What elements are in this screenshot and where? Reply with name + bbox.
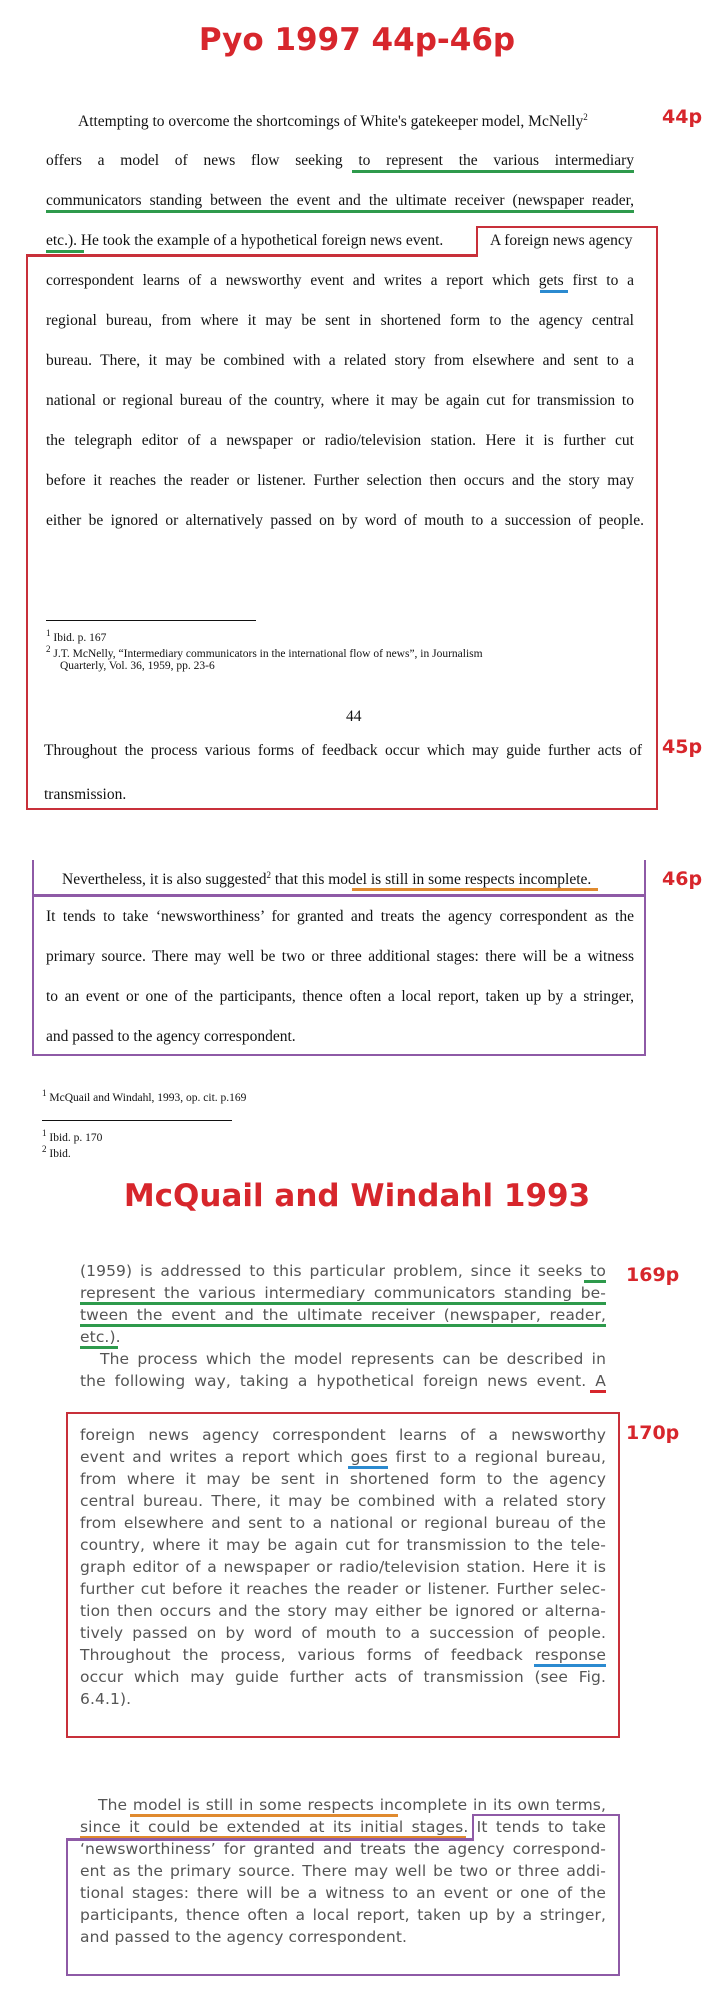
mw-line-2: represent the various intermediary communicators standing be-: [80, 1284, 606, 1302]
highlight-box-red: [26, 256, 658, 810]
mw-p170-line-7: graph editor of a newspaper or radio/television station. Here it is: [80, 1558, 606, 1576]
pyo-line-9: the telegraph editor of a newspaper or radio/television station. Here it is further cut: [46, 432, 634, 449]
mw-line-4: etc.).: [80, 1328, 121, 1346]
pyo-line-5: correspondent learns of a newsworthy event and writes a report which gets first to a: [46, 272, 634, 289]
section1-title: Pyo 1997 44p-46p: [198, 22, 516, 58]
pyo-line-4b: A foreign news agency: [490, 232, 633, 249]
pyo-p45-line-1: Throughout the process various forms of feedback occur which may guide further acts of: [44, 742, 642, 759]
mw-p170-para4-line-3: ‘newsworthiness’ for granted and treats the agency correspond-: [80, 1840, 606, 1858]
mw-p170-line-3: from where it may be sent in shortened form to the agency: [80, 1470, 606, 1488]
mw-line-3: tween the event and the ultimate receiver (newspaper, reader,: [80, 1306, 606, 1324]
underline-green: [46, 250, 84, 253]
pyo-p46-line-1: Nevertheless, it is also suggested$^2$ that this model is still in some respects incomplete.: [62, 870, 592, 889]
mw-p170-para4-line-4: ent as the primary source. There may well be two or three addi-: [80, 1862, 606, 1880]
underline-green: [352, 170, 634, 173]
footnote-ibid-2: $^2$ Ibid.: [42, 1144, 71, 1160]
mw-p170-line-4: central bureau. There, it may be combined with a related story: [80, 1492, 606, 1510]
mw-p170-line-9: tion then occurs and the story may either be ignored or alterna-: [80, 1602, 606, 1620]
pyo-line-11: either be ignored or alternatively passed on by word of mouth to a succession of people.: [46, 512, 644, 529]
footnote-rule: [42, 1120, 232, 1121]
mw-p170-para4-line-2: since it could be extended at its initial stages. It tends to take: [80, 1818, 606, 1836]
page-tag-170p: 170p: [626, 1422, 680, 1444]
mw-p170-para4-line-6: participants, thence often a local report, taken up by a stringer,: [80, 1906, 606, 1924]
underline-blue: [534, 1664, 606, 1667]
footnote-mcquail: $^1$ McQuail and Windahl, 1993, op. cit. p.169: [42, 1088, 247, 1104]
underline-orange: [130, 1814, 398, 1817]
pyo-p46-line-4: to an event or one of the participants, thence often a local report, taken up by a stringer,: [46, 988, 634, 1005]
underline-green: [80, 1324, 606, 1327]
page-tag-44p: 44p: [662, 106, 703, 128]
highlight-box-red: [476, 226, 658, 256]
underline-green: [80, 1346, 118, 1349]
mw-line-6: the following way, taking a hypothetical foreign news event. A: [80, 1372, 606, 1390]
page-tag-45p: 45p: [662, 736, 703, 758]
pyo-line-2: offers a model of news flow seeking to represent the various intermediary: [46, 152, 634, 169]
underline-green: [80, 1302, 606, 1305]
pyo-p45-line-2: transmission.: [44, 786, 127, 803]
page-tag-46p: 46p: [662, 868, 703, 890]
mw-p170-line-2: event and writes a report which goes first to a regional bureau,: [80, 1448, 606, 1466]
pyo-line-8: national or regional bureau of the country, where it may be again cut for transmission to: [46, 392, 634, 409]
mw-line-5: The process which the model represents can be described in: [100, 1350, 606, 1368]
highlight-box-red-edge: [26, 254, 478, 257]
pyo-line-7: bureau. There, it may be combined with a related story from elsewhere and sent to a: [46, 352, 634, 369]
page-tag-169p: 169p: [626, 1264, 680, 1286]
footnote-2: $^2$ J.T. McNelly, “Intermediary communicators in the international flow of news”, in Journalism: [46, 644, 483, 660]
mw-p170-line-10: tively passed on by word of mouth to a succession of people.: [80, 1624, 606, 1642]
footnote-ibid-1: $^1$ Ibid. p. 170: [42, 1128, 103, 1144]
mw-p170-para4-line-5: tional stages: there will be a witness to an event or one of the: [80, 1884, 606, 1902]
underline-blue: [348, 1466, 388, 1469]
pyo-p46-line-3: primary source. There may well be two or three additional stages: there will be a witness: [46, 948, 634, 965]
underline-red: [590, 1390, 606, 1393]
highlight-box-purple-top: [32, 894, 646, 897]
mw-p170-line-6: country, where it may be again cut for transmission to the tele-: [80, 1536, 606, 1554]
footnote-2-cont: Quarterly, Vol. 36, 1959, pp. 23-6: [60, 660, 215, 672]
highlight-box-purple: [472, 1814, 620, 1838]
mw-line-1: (1959) is addressed to this particular problem, since it seeks to: [80, 1262, 606, 1280]
underline-green: [46, 210, 634, 213]
pyo-line-6: regional bureau, from where it may be sent in shortened form to the agency central: [46, 312, 634, 329]
pyo-p46-line-5: and passed to the agency correspondent.: [46, 1028, 296, 1045]
pyo-line-1: Attempting to overcome the shortcomings of White's gatekeeper model, McNelly$^2$: [78, 112, 588, 131]
mw-p170-para4-line-7: and passed to the agency correspondent.: [80, 1928, 408, 1946]
underline-green: [584, 1280, 606, 1283]
section2-title: McQuail and Windahl 1993: [123, 1178, 591, 1214]
mw-p170-line-12: occur which may guide further acts of transmission (see Fig.: [80, 1668, 606, 1686]
mw-p170-para4-line-1: The model is still in some respects incomplete in its own terms,: [98, 1796, 606, 1814]
mw-p170-line-5: from elsewhere and sent to a national or regional bureau of the: [80, 1514, 606, 1532]
mw-p170-line-13: 6.4.1).: [80, 1690, 132, 1708]
pyo-line-4a: etc.). He took the example of a hypothetical foreign news event.: [46, 232, 444, 249]
pyo-line-10: before it reaches the reader or listener. Further selection then occurs and the story may: [46, 472, 634, 489]
footnote-1: $^1$ Ibid. p. 167: [46, 628, 107, 644]
pyo-p46-line-2: It tends to take ‘newsworthiness’ for granted and treats the agency correspondent as the: [46, 908, 634, 925]
pyo-line-3: communicators standing between the event and the ultimate receiver (newspaper reader,: [46, 192, 634, 209]
mw-p170-line-8: further cut before it reaches the reader or listener. Further selec-: [80, 1580, 606, 1598]
mw-p170-line-11: Throughout the process, various forms of feedback response: [80, 1646, 606, 1664]
page-number: 44: [346, 708, 362, 725]
mw-p170-line-1: foreign news agency correspondent learns of a newsworthy: [80, 1426, 606, 1444]
